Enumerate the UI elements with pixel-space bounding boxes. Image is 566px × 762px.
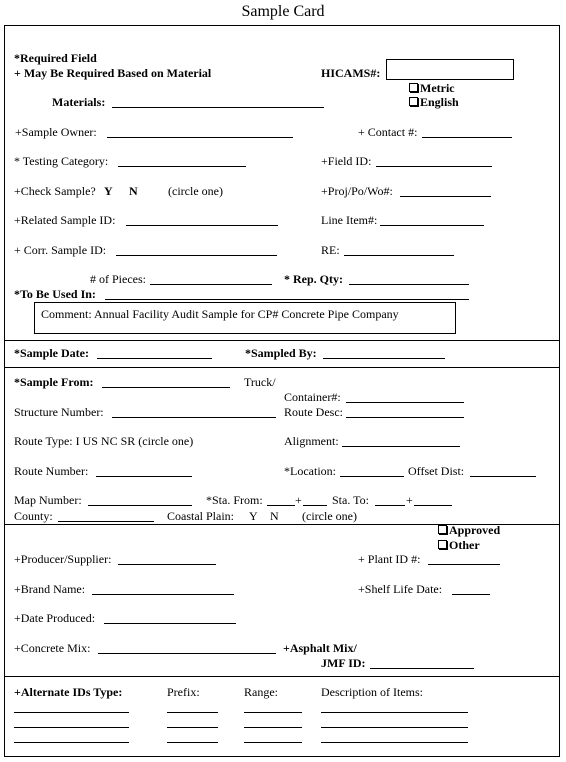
line-item-label: Line Item#: (321, 213, 378, 227)
shelf-life-field[interactable] (452, 594, 490, 595)
alt-prefix-field[interactable] (167, 742, 218, 743)
sample-from-field[interactable] (102, 387, 230, 388)
route-desc-label: Route Desc: (284, 405, 343, 419)
truck-label: Truck/ (244, 375, 276, 389)
sampled-by-label: *Sampled By: (245, 346, 317, 360)
sample-date-label: *Sample Date: (14, 346, 89, 360)
alignment-field[interactable] (342, 446, 460, 447)
brand-name-field[interactable] (92, 594, 234, 595)
sample-from-label: *Sample From: (14, 375, 94, 389)
hicams-input[interactable] (386, 59, 514, 80)
alt-id-type-field[interactable] (14, 712, 129, 713)
comment-box[interactable] (34, 302, 456, 334)
sample-owner-field[interactable] (107, 137, 293, 138)
coastal-plain-label: Coastal Plain: (167, 509, 234, 523)
date-produced-field[interactable] (104, 623, 236, 624)
other-label: Other (449, 538, 480, 552)
alt-description-field[interactable] (321, 712, 468, 713)
rep-qty-label: * Rep. Qty: (284, 272, 343, 286)
location-label: *Location: (284, 464, 336, 478)
location-field[interactable] (340, 476, 404, 477)
sta-to-field-2[interactable] (414, 505, 452, 506)
section-divider (4, 676, 560, 677)
approved-option[interactable] (438, 523, 500, 537)
num-pieces-label: # of Pieces: (90, 272, 146, 286)
container-field[interactable] (346, 402, 464, 403)
sta-to-plus: + (406, 493, 413, 507)
proj-field[interactable] (400, 196, 491, 197)
check-sample-circle-note: (circle one) (168, 184, 223, 198)
related-sample-field[interactable] (126, 225, 278, 226)
sta-from-label: *Sta. From: (206, 493, 263, 507)
re-field[interactable] (344, 255, 454, 256)
checkbox-icon (438, 525, 447, 534)
map-number-field[interactable] (88, 505, 192, 506)
alt-description-field[interactable] (321, 727, 468, 728)
brand-name-label: +Brand Name: (14, 582, 86, 596)
alt-id-type-field[interactable] (14, 742, 129, 743)
plant-id-label: + Plant ID #: (358, 552, 421, 566)
check-sample-label: +Check Sample? (14, 184, 96, 198)
container-label: Container#: (284, 390, 341, 404)
concrete-mix-label: +Concrete Mix: (14, 641, 91, 655)
coastal-plain-no[interactable]: N (270, 509, 279, 523)
section-divider (4, 367, 560, 368)
required-field-legend: *Required Field (14, 51, 97, 65)
plant-id-field[interactable] (428, 564, 500, 565)
checkbox-icon (409, 97, 418, 106)
re-label: RE: (321, 243, 340, 257)
coastal-plain-yes[interactable]: Y (249, 509, 258, 523)
sample-owner-label: +Sample Owner: (15, 125, 97, 139)
jmf-id-field[interactable] (370, 668, 474, 669)
sta-to-field-1[interactable] (375, 505, 405, 506)
checkbox-icon (438, 540, 447, 549)
line-item-field[interactable] (380, 225, 484, 226)
comment-text: Comment: Annual Facility Audit Sample for CP# Concrete Pipe Company (41, 307, 399, 321)
alt-range-field[interactable] (244, 712, 302, 713)
materials-label: Materials: (52, 95, 106, 109)
sta-from-field-2[interactable] (303, 505, 327, 506)
proj-label: +Proj/Po/Wo#: (321, 184, 393, 198)
alignment-label: Alignment: (284, 434, 339, 448)
date-produced-label: +Date Produced: (14, 611, 96, 625)
range-label: Range: (244, 685, 278, 699)
other-option[interactable] (438, 538, 480, 552)
route-type-label[interactable]: Route Type: I US NC SR (circle one) (14, 434, 194, 448)
structure-number-label: Structure Number: (14, 405, 104, 419)
corr-sample-label: + Corr. Sample ID: (14, 243, 107, 257)
producer-field[interactable] (118, 564, 216, 565)
sampled-by-field[interactable] (323, 358, 445, 359)
asphalt-mix-label: +Asphalt Mix/ (283, 641, 357, 655)
sta-from-plus: + (295, 493, 302, 507)
producer-label: +Producer/Supplier: (14, 552, 112, 566)
checkbox-icon (409, 83, 418, 92)
alternate-ids-label: +Alternate IDs Type: (14, 685, 123, 699)
map-number-label: Map Number: (14, 493, 82, 507)
check-sample-yes[interactable]: Y (104, 184, 113, 198)
county-label: County: (14, 509, 53, 523)
alt-prefix-field[interactable] (167, 712, 218, 713)
route-desc-field[interactable] (346, 417, 464, 418)
offset-dist-label: Offset Dist: (408, 464, 465, 478)
alt-range-field[interactable] (244, 727, 302, 728)
related-sample-label: +Related Sample ID: (14, 213, 116, 227)
testing-category-field[interactable] (118, 166, 246, 167)
field-id-label: +Field ID: (321, 154, 372, 168)
hicams-label: HICAMS#: (321, 66, 381, 80)
unit-metric-option[interactable] (409, 81, 455, 95)
may-be-required-legend: + May Be Required Based on Material (14, 66, 212, 80)
check-sample-no[interactable]: N (129, 184, 138, 198)
to-be-used-label: *To Be Used In: (14, 287, 96, 301)
sta-to-label: Sta. To: (332, 493, 369, 507)
county-field[interactable] (58, 521, 154, 522)
structure-number-field[interactable] (112, 417, 276, 418)
route-number-label: Route Number: (14, 464, 89, 478)
description-label: Description of Items: (321, 685, 423, 699)
field-id-field[interactable] (376, 166, 492, 167)
sample-date-field[interactable] (97, 358, 212, 359)
coastal-plain-circle-note: (circle one) (302, 509, 357, 523)
to-be-used-field[interactable] (105, 299, 469, 300)
prefix-label: Prefix: (167, 685, 200, 699)
offset-dist-field[interactable] (470, 476, 536, 477)
alt-description-field[interactable] (321, 742, 468, 743)
alt-id-type-field[interactable] (14, 727, 129, 728)
unit-english-label: English (420, 95, 459, 109)
alt-prefix-field[interactable] (167, 727, 218, 728)
contact-label: + Contact #: (358, 125, 418, 139)
sta-from-field-1[interactable] (267, 505, 295, 506)
testing-category-label: * Testing Category: (14, 154, 109, 168)
num-pieces-field[interactable] (150, 284, 272, 285)
shelf-life-label: +Shelf Life Date: (358, 582, 443, 596)
unit-english-option[interactable] (409, 95, 459, 109)
contact-field[interactable] (422, 137, 512, 138)
materials-field[interactable] (112, 107, 324, 108)
unit-metric-label: Metric (420, 81, 455, 95)
corr-sample-field[interactable] (116, 255, 277, 256)
form-title: Sample Card (241, 3, 325, 20)
approved-label: Approved (449, 523, 501, 537)
rep-qty-field[interactable] (349, 284, 469, 285)
concrete-mix-field[interactable] (98, 653, 276, 654)
jmf-id-label: JMF ID: (321, 656, 366, 670)
section-divider (4, 340, 560, 341)
route-number-field[interactable] (96, 476, 192, 477)
alt-range-field[interactable] (244, 742, 302, 743)
